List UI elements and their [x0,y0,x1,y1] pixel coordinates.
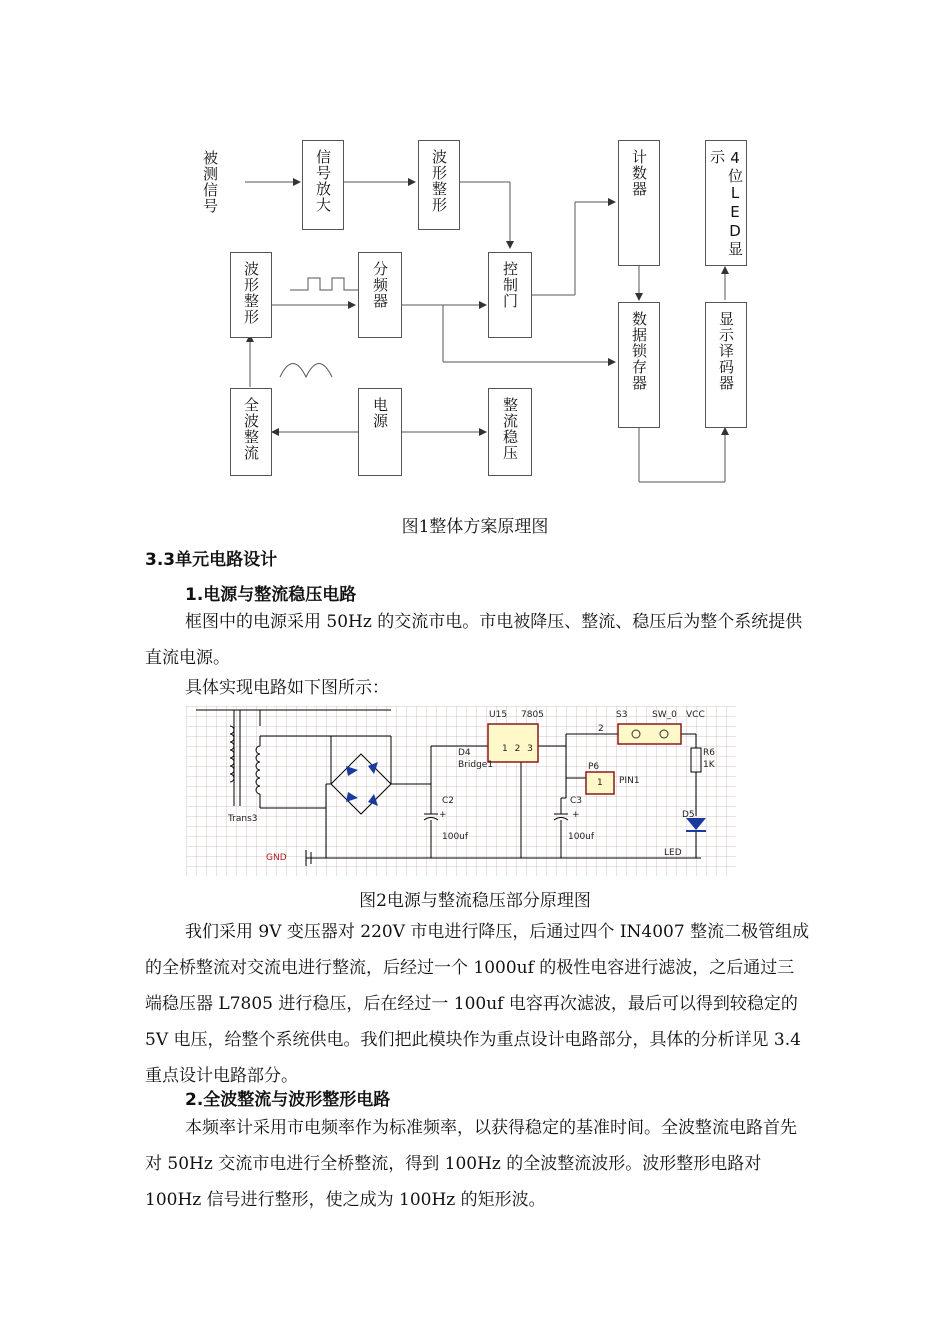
bridge-label: Bridge1 [458,760,494,770]
control-gate-block [488,252,532,338]
c2-value: 100uf [442,832,469,842]
c2-label: C2 [442,796,455,806]
wave-shaping-text-left: 波形整形 [242,261,260,325]
paragraph-1: 框图中的电源采用 50Hz 的交流市电。市电被降压、整流、稳压后为整个系统提供直流电源。 [145,612,803,668]
c3-value: 100uf [568,832,595,842]
r6-value: 1K [703,760,715,770]
vcc-label: VCC [686,710,705,720]
paragraph-3: 我们采用 9V 变压器对 220V 市电进行降压，后通过四个 IN4007 整流二极管组成的全桥整流对交流电进行整流，后经过一个 1000uf 的极性电容进行滤波，之后通过三端稳压器 L7805 进行稳压，后在经过一 100uf 电容再次滤波，最后可以得到较稳定的 5V 电压，给整个系统供电。我们把此模块作为重点设计电路部分，具体的分析详见 3.4 重点设计电路部分。 [145,922,810,1086]
p6-label: P6 [588,762,600,772]
power-text: 电源 [371,397,389,429]
decoder-text: 显示译码器 [717,311,735,391]
schematic-wiring [186,706,736,876]
counter-block [618,140,660,266]
c3-plus: + [572,810,580,820]
regulator-pins: 1 2 3 [502,744,535,754]
figure2-caption: 图2电源与整流稳压部分原理图 [359,891,591,911]
regulator-text: 整流稳压 [501,397,519,461]
d5-label: D5 [682,810,695,820]
pin1-label: PIN1 [619,776,640,786]
r6-label: R6 [703,748,715,758]
control-gate-text: 控制门 [501,261,519,309]
block-diagram-lines [190,130,770,500]
data-latch-block [618,302,660,428]
block-diagram [190,130,770,500]
signal-input-label [190,142,230,232]
figure1-caption: 图1整体方案原理图 [401,517,549,537]
wave-shaping-text-top: 波形整形 [430,149,448,213]
switch-label: SW_0 [652,710,677,720]
led-display-text: 4位LED显示 [708,149,744,257]
c2-plus: + [439,810,447,820]
regulator-label: 7805 [521,710,544,720]
u15-label: U15 [489,710,508,720]
decoder-block [705,302,747,428]
full-wave-rectifier-block [230,388,272,476]
data-latch-text: 数据锁存器 [630,311,648,391]
divider-block [358,252,402,338]
wave-shaping-block-left [230,252,272,338]
power-schematic [186,706,736,876]
divider-text: 分频器 [371,261,389,309]
c3-label: C3 [570,796,583,806]
led-display-block [705,140,747,266]
counter-text: 计数器 [630,149,648,197]
s3-label: S3 [616,710,628,720]
transformer-label: Trans3 [228,814,258,824]
gnd-label: GND [266,853,287,863]
paragraph-2: 具体实现电路如下图所示： [185,678,389,698]
paragraph-4: 本频率计采用市电频率作为标准频率，以获得稳定的基准时间。全波整流电路首先对 50Hz 交流市电进行全桥整流，得到 100Hz 的全波整流波形。波形整形电路对 100Hz 信号进行整形，使之成为 100Hz 的矩形波。 [145,1118,797,1210]
section-heading: 3.3单元电路设计 [145,550,278,570]
subsection-heading-1: 1.电源与整流稳压电路 [185,585,357,605]
d4-label: D4 [458,748,471,758]
subsection-heading-2: 2.全波整流与波形整形电路 [185,1090,391,1110]
led-label: LED [664,848,682,858]
regulator-block [488,388,532,476]
amplifier-block [302,140,344,230]
amplifier-text: 信号放大 [314,149,332,213]
wave-shaping-block-top [418,140,460,230]
p6-pin: 1 [597,778,603,788]
signal-input-text: 被测信号 [201,150,219,214]
pin-2-label: 2 [598,724,604,734]
full-wave-rectifier-text: 全波整流 [242,397,260,461]
power-block [358,388,402,476]
